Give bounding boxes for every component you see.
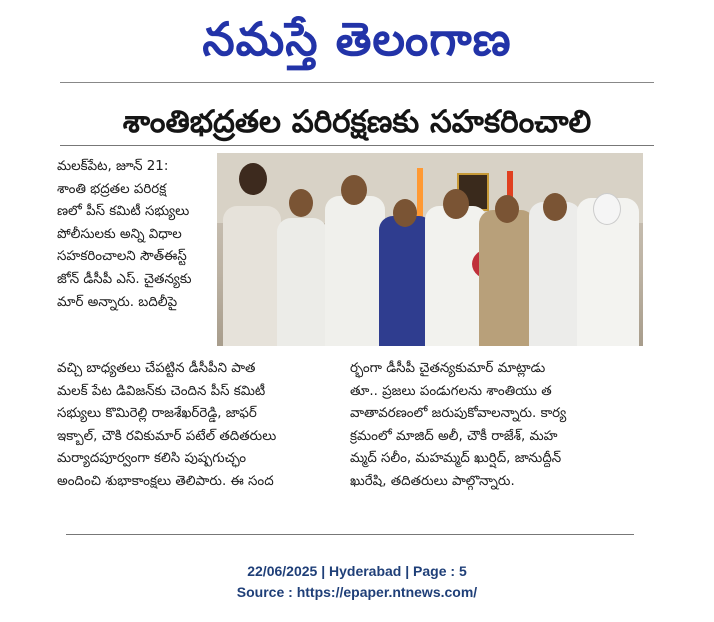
- text-line: ఖురేషి, తదితరులు పాల్గొన్నారు.: [350, 473, 515, 489]
- person: [277, 218, 327, 346]
- person: [529, 202, 581, 346]
- person-head: [341, 175, 367, 205]
- article-column-left: [57, 156, 211, 314]
- footer-rule: [66, 534, 634, 535]
- text-line: మ్మద్ సలీం, మహమ్మద్ ఖుర్షిద్, జానుద్దీన్: [350, 451, 562, 467]
- person: [325, 196, 385, 346]
- text-line: సభ్యులు కొమిరెల్లి రాజశేఖర్‌రెడ్డి, జాఫర్: [57, 406, 257, 422]
- article-column-right: [350, 358, 646, 494]
- person: [425, 206, 487, 346]
- text-line: జోన్ డీసీపీ ఎస్. చైతన్యకు: [57, 271, 192, 287]
- person-head: [495, 195, 519, 223]
- footer-source-line: Source : https://epaper.ntnews.com/: [236, 584, 478, 600]
- news-photo: [217, 153, 643, 346]
- person: [479, 210, 535, 346]
- text-line: వచ్చి బాధ్యతలు చేపట్టిన డీసీపీని పాత: [57, 361, 256, 376]
- text-line: మలక్ పేట డివిజన్‌కు చెందిన పీస్ కమిటీ: [57, 383, 266, 399]
- text-line: ఇక్బాల్, చౌకి రవికుమార్ పటేల్ తదితరులు: [57, 428, 277, 444]
- text-line: పోలీసులకు అన్ని విధాల: [57, 226, 182, 242]
- text-line: ర్భంగా డీసీపీ చైతన్యకుమార్ మాట్లాడు: [350, 361, 546, 376]
- article-column-middle: [57, 358, 339, 494]
- person-head: [543, 193, 567, 221]
- person: [223, 206, 281, 346]
- text-line: క్రమంలో మాజిద్ అలీ, చౌకీ రాజేశ్, మహ: [350, 428, 558, 444]
- text-line: మర్యాదపూర్వంగా కలిసి పుష్పగుచ్ఛం: [57, 451, 247, 467]
- text-line: తూ.. ప్రజలు పండుగలను శాంతియు త: [350, 383, 552, 399]
- text-line: ణలో పీస్ కమిటీ సభ్యులు: [57, 204, 190, 220]
- person-head: [443, 189, 469, 219]
- text-line: శాంతి భద్రతల పరిరక్ష: [57, 181, 167, 197]
- text-line: సహకరించాలని సౌత్‌ఈస్ట్: [57, 249, 187, 265]
- footer-date-line: 22/06/2025 | Hyderabad | Page : 5: [247, 563, 467, 579]
- text-line: మలక్‌పేట, జూన్ 21:: [57, 159, 169, 174]
- person-head: [239, 163, 267, 195]
- masthead: నమస్తే తెలంగాణ: [202, 12, 512, 66]
- person-head: [593, 193, 621, 225]
- text-line: మార్ అన్నారు. బదిలీపై: [57, 294, 178, 310]
- masthead-rule: [60, 82, 654, 83]
- headline-rule: [60, 145, 654, 146]
- person-head: [289, 189, 313, 217]
- headline: శాంతిభద్రతల పరిరక్షణకు సహకరించాలి: [122, 104, 592, 140]
- text-line: అందించి శుభాకాంక్షలు తెలిపారు. ఈ సంద: [57, 473, 274, 489]
- person-head: [393, 199, 417, 227]
- text-line: వాతావరణంలో జరుపుకోవాలన్నారు. కార్య: [350, 406, 567, 422]
